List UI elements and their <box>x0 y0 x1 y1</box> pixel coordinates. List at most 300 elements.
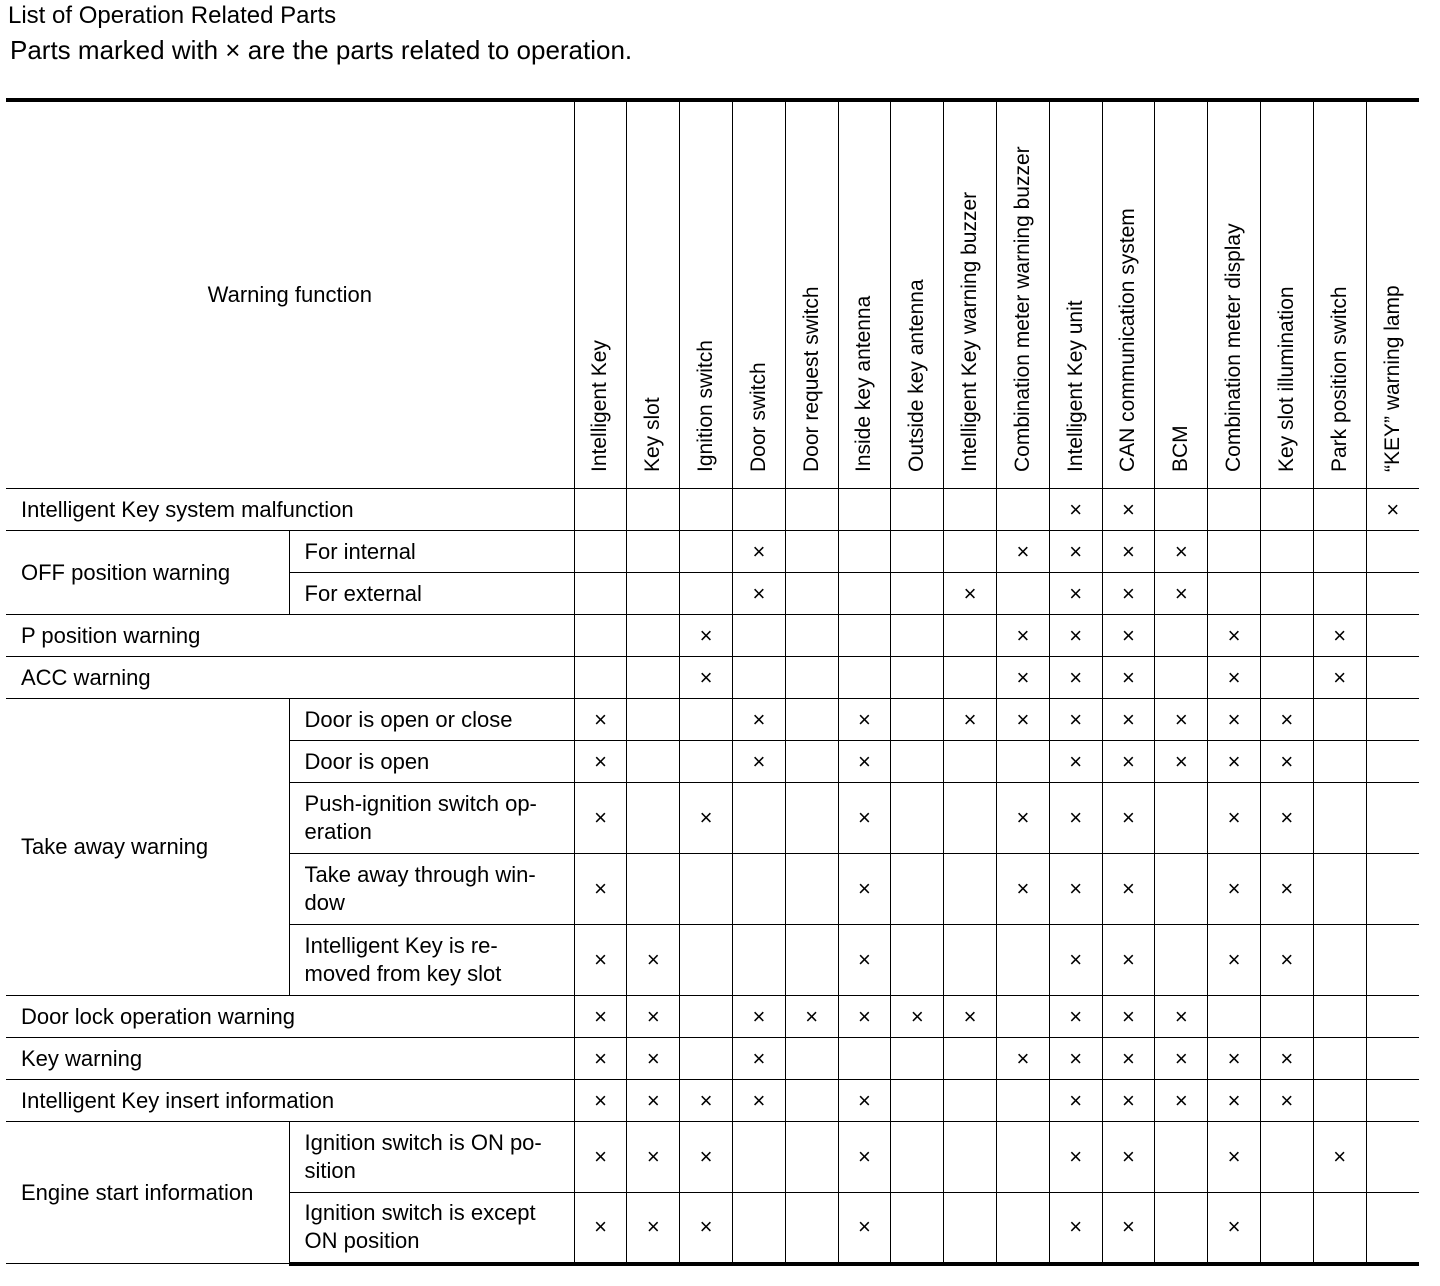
empty-cell <box>891 1080 944 1122</box>
related-part-mark: × <box>680 1080 733 1122</box>
empty-cell <box>1155 854 1208 925</box>
part-name: Key slot illumination <box>1274 286 1298 472</box>
empty-cell <box>1155 1122 1208 1193</box>
related-part-mark: × <box>627 1038 680 1080</box>
empty-cell <box>1313 854 1366 925</box>
condition-line: Intelligent Key is re- <box>304 933 498 958</box>
empty-cell <box>732 489 785 531</box>
empty-cell <box>944 1193 997 1264</box>
related-part-mark: × <box>1049 615 1102 657</box>
part-column-header <box>1208 100 1261 489</box>
related-part-mark: × <box>1049 1080 1102 1122</box>
empty-cell <box>1366 996 1419 1038</box>
related-part-mark: × <box>838 1122 891 1193</box>
empty-cell <box>891 1038 944 1080</box>
empty-cell <box>944 489 997 531</box>
empty-cell <box>627 783 680 854</box>
empty-cell <box>944 1080 997 1122</box>
condition-line: Ignition switch is ON po- <box>304 1130 542 1155</box>
empty-cell <box>1313 531 1366 573</box>
related-part-mark: × <box>574 1193 627 1264</box>
empty-cell <box>1313 489 1366 531</box>
related-part-mark: × <box>1208 925 1261 996</box>
related-part-mark: × <box>838 1193 891 1264</box>
empty-cell <box>1366 783 1419 854</box>
empty-cell <box>680 531 733 573</box>
related-part-mark: × <box>574 741 627 783</box>
warning-condition-cell: For internal <box>289 531 574 573</box>
warning-condition-cell: Door is open <box>289 741 574 783</box>
empty-cell <box>627 741 680 783</box>
empty-cell <box>1155 615 1208 657</box>
related-part-mark: × <box>1260 699 1313 741</box>
empty-cell <box>891 657 944 699</box>
part-column-header <box>785 100 838 489</box>
empty-cell <box>785 783 838 854</box>
related-part-mark: × <box>1102 1122 1155 1193</box>
empty-cell <box>944 854 997 925</box>
related-part-mark: × <box>732 531 785 573</box>
warning-condition-cell <box>289 854 574 925</box>
empty-cell <box>1208 996 1261 1038</box>
related-part-mark: × <box>1102 925 1155 996</box>
empty-cell <box>627 854 680 925</box>
empty-cell <box>1260 657 1313 699</box>
empty-cell <box>1260 573 1313 615</box>
table-row <box>6 1038 1419 1080</box>
table-row <box>6 1122 1419 1193</box>
empty-cell <box>574 489 627 531</box>
empty-cell <box>1366 531 1419 573</box>
related-part-mark: × <box>627 925 680 996</box>
empty-cell <box>680 925 733 996</box>
related-part-mark: × <box>838 1080 891 1122</box>
part-column-header <box>680 100 733 489</box>
part-column-header <box>996 100 1049 489</box>
empty-cell <box>838 489 891 531</box>
table-row <box>6 699 1419 741</box>
related-part-mark: × <box>996 657 1049 699</box>
related-part-mark: × <box>944 699 997 741</box>
related-part-mark: × <box>1102 573 1155 615</box>
empty-cell <box>996 573 1049 615</box>
part-column-header <box>944 100 997 489</box>
related-part-mark: × <box>1102 615 1155 657</box>
empty-cell <box>680 741 733 783</box>
part-column-header <box>574 100 627 489</box>
empty-cell <box>1155 925 1208 996</box>
empty-cell <box>838 531 891 573</box>
related-part-mark: × <box>627 1080 680 1122</box>
condition-line: dow <box>304 890 345 915</box>
part-name: Park position switch <box>1327 286 1351 472</box>
empty-cell <box>1366 657 1419 699</box>
empty-cell <box>785 615 838 657</box>
empty-cell <box>680 996 733 1038</box>
part-column-header <box>732 100 785 489</box>
related-part-mark: × <box>732 1080 785 1122</box>
related-part-mark: × <box>944 996 997 1038</box>
empty-cell <box>1260 996 1313 1038</box>
related-part-mark: × <box>996 1038 1049 1080</box>
related-part-mark: × <box>680 1193 733 1264</box>
warning-condition-cell <box>289 925 574 996</box>
related-part-mark: × <box>1260 741 1313 783</box>
related-part-mark: × <box>1313 615 1366 657</box>
part-column-header <box>838 100 891 489</box>
empty-cell <box>996 1122 1049 1193</box>
empty-cell <box>785 657 838 699</box>
warning-function-header: Warning function <box>6 100 574 489</box>
related-part-mark: × <box>1102 996 1155 1038</box>
empty-cell <box>944 783 997 854</box>
related-part-mark: × <box>1155 699 1208 741</box>
related-part-mark: × <box>838 854 891 925</box>
related-part-mark: × <box>1102 741 1155 783</box>
part-column-header <box>1366 100 1419 489</box>
empty-cell <box>1366 699 1419 741</box>
warning-function-cell: Engine start information <box>6 1122 289 1264</box>
empty-cell <box>838 615 891 657</box>
page-subtitle: Parts marked with × are the parts related to operation. <box>10 35 633 65</box>
related-part-mark: × <box>732 1038 785 1080</box>
part-column-header <box>1155 100 1208 489</box>
empty-cell <box>680 573 733 615</box>
part-name: Combination meter warning buzzer <box>1010 146 1034 472</box>
empty-cell <box>838 573 891 615</box>
related-part-mark: × <box>1155 1038 1208 1080</box>
part-name: Combination meter display <box>1222 223 1246 472</box>
empty-cell <box>944 1122 997 1193</box>
related-part-mark: × <box>1208 1193 1261 1264</box>
empty-cell <box>785 1122 838 1193</box>
empty-cell <box>732 925 785 996</box>
part-name: BCM <box>1169 425 1193 472</box>
empty-cell <box>1208 489 1261 531</box>
empty-cell <box>627 573 680 615</box>
empty-cell <box>785 573 838 615</box>
empty-cell <box>732 1122 785 1193</box>
empty-cell <box>891 1122 944 1193</box>
empty-cell <box>1313 1193 1366 1264</box>
warning-function-cell: P position warning <box>6 615 574 657</box>
empty-cell <box>944 657 997 699</box>
related-part-mark: × <box>1102 783 1155 854</box>
related-part-mark: × <box>1102 1038 1155 1080</box>
part-name: Inside key antenna <box>852 295 876 472</box>
empty-cell <box>944 531 997 573</box>
part-column-header <box>891 100 944 489</box>
part-name: CAN communication system <box>1116 208 1140 472</box>
empty-cell <box>732 783 785 854</box>
empty-cell <box>1313 699 1366 741</box>
related-part-mark: × <box>1260 1080 1313 1122</box>
empty-cell <box>785 489 838 531</box>
warning-condition-cell: Door is open or close <box>289 699 574 741</box>
empty-cell <box>574 657 627 699</box>
related-part-mark: × <box>1208 657 1261 699</box>
empty-cell <box>732 615 785 657</box>
empty-cell <box>627 615 680 657</box>
related-part-mark: × <box>1260 1038 1313 1080</box>
related-part-mark: × <box>838 783 891 854</box>
empty-cell <box>785 531 838 573</box>
empty-cell <box>891 741 944 783</box>
empty-cell <box>1366 925 1419 996</box>
empty-cell <box>1260 615 1313 657</box>
related-part-mark: × <box>574 925 627 996</box>
part-column-header <box>1049 100 1102 489</box>
empty-cell <box>627 489 680 531</box>
empty-cell <box>785 854 838 925</box>
empty-cell <box>1260 1122 1313 1193</box>
related-part-mark: × <box>627 1193 680 1264</box>
related-part-mark: × <box>574 1080 627 1122</box>
related-part-mark: × <box>1313 1122 1366 1193</box>
related-part-mark: × <box>732 699 785 741</box>
part-name: Key slot <box>641 397 665 472</box>
empty-cell <box>891 489 944 531</box>
warning-function-cell: ACC warning <box>6 657 574 699</box>
related-part-mark: × <box>1208 1038 1261 1080</box>
condition-line: Ignition switch is except <box>304 1200 536 1226</box>
empty-cell <box>1260 1193 1313 1264</box>
empty-cell <box>891 573 944 615</box>
page-title: List of Operation Related Parts <box>8 2 337 29</box>
related-part-mark: × <box>627 1122 680 1193</box>
warning-function-cell: Take away warning <box>6 699 289 996</box>
empty-cell <box>1313 783 1366 854</box>
condition-line: moved from key slot <box>304 961 502 986</box>
related-part-mark: × <box>680 657 733 699</box>
table-row <box>6 996 1419 1038</box>
related-part-mark: × <box>785 996 838 1038</box>
empty-cell <box>891 699 944 741</box>
empty-cell <box>627 531 680 573</box>
part-column-header <box>1102 100 1155 489</box>
empty-cell <box>1366 1080 1419 1122</box>
part-name: Intelligent Key unit <box>1063 300 1087 472</box>
related-part-mark: × <box>732 573 785 615</box>
part-name: Outside key antenna <box>905 279 929 472</box>
empty-cell <box>574 615 627 657</box>
related-part-mark: × <box>1102 657 1155 699</box>
empty-cell <box>996 996 1049 1038</box>
empty-cell <box>944 1038 997 1080</box>
empty-cell <box>891 783 944 854</box>
related-part-mark: × <box>627 996 680 1038</box>
part-name: “KEY” warning lamp <box>1380 285 1404 472</box>
related-part-mark: × <box>1208 699 1261 741</box>
warning-function-cell: OFF position warning <box>6 531 289 615</box>
part-column-header <box>627 100 680 489</box>
related-part-mark: × <box>680 615 733 657</box>
related-part-mark: × <box>1155 573 1208 615</box>
related-part-mark: × <box>1049 699 1102 741</box>
empty-cell <box>680 854 733 925</box>
empty-cell <box>627 657 680 699</box>
empty-cell <box>1366 1122 1419 1193</box>
empty-cell <box>785 1193 838 1264</box>
empty-cell <box>1208 531 1261 573</box>
empty-cell <box>785 1038 838 1080</box>
empty-cell <box>1366 615 1419 657</box>
related-part-mark: × <box>1049 573 1102 615</box>
related-part-mark: × <box>1049 1193 1102 1264</box>
empty-cell <box>1366 1038 1419 1080</box>
empty-cell <box>891 1193 944 1264</box>
condition-line: Take away through win- <box>304 862 536 887</box>
related-part-mark: × <box>1102 854 1155 925</box>
related-part-mark: × <box>891 996 944 1038</box>
related-part-mark: × <box>1102 699 1155 741</box>
empty-cell <box>680 699 733 741</box>
part-name: Intelligent Key warning buzzer <box>958 191 982 472</box>
related-part-mark: × <box>574 996 627 1038</box>
empty-cell <box>838 1038 891 1080</box>
empty-cell <box>1155 783 1208 854</box>
related-part-mark: × <box>1208 1080 1261 1122</box>
empty-cell <box>996 1193 1049 1264</box>
empty-cell <box>785 699 838 741</box>
related-part-mark: × <box>574 783 627 854</box>
warning-condition-cell <box>289 1122 574 1193</box>
related-part-mark: × <box>732 741 785 783</box>
related-part-mark: × <box>1049 741 1102 783</box>
warning-condition-cell: For external <box>289 573 574 615</box>
warning-function-cell: Intelligent Key system malfunction <box>6 489 574 531</box>
related-part-mark: × <box>1049 854 1102 925</box>
empty-cell <box>1366 741 1419 783</box>
related-part-mark: × <box>838 996 891 1038</box>
related-part-mark: × <box>1260 783 1313 854</box>
warning-function-cell: Door lock operation warning <box>6 996 574 1038</box>
empty-cell <box>1260 531 1313 573</box>
empty-cell <box>680 489 733 531</box>
empty-cell <box>944 741 997 783</box>
empty-cell <box>891 854 944 925</box>
part-column-header <box>1313 100 1366 489</box>
condition-line: eration <box>304 819 372 844</box>
empty-cell <box>891 925 944 996</box>
warning-condition-cell <box>289 783 574 854</box>
table-row <box>6 1080 1419 1122</box>
related-part-mark: × <box>574 854 627 925</box>
empty-cell <box>1313 996 1366 1038</box>
empty-cell <box>891 615 944 657</box>
warning-function-cell: Key warning <box>6 1038 574 1080</box>
related-part-mark: × <box>1260 925 1313 996</box>
empty-cell <box>1366 854 1419 925</box>
related-part-mark: × <box>1049 1122 1102 1193</box>
related-part-mark: × <box>1155 1080 1208 1122</box>
empty-cell <box>785 1080 838 1122</box>
part-column-header <box>1260 100 1313 489</box>
table-header-row <box>6 100 1419 489</box>
related-part-mark: × <box>574 1122 627 1193</box>
empty-cell <box>891 531 944 573</box>
related-part-mark: × <box>996 854 1049 925</box>
empty-cell <box>732 657 785 699</box>
table-row <box>6 615 1419 657</box>
related-part-mark: × <box>574 699 627 741</box>
related-part-mark: × <box>1208 854 1261 925</box>
table-row <box>6 657 1419 699</box>
related-part-mark: × <box>1366 489 1419 531</box>
warning-function-cell: Intelligent Key insert information <box>6 1080 574 1122</box>
related-part-mark: × <box>1049 996 1102 1038</box>
related-part-mark: × <box>1049 489 1102 531</box>
empty-cell <box>1155 1193 1208 1264</box>
related-part-mark: × <box>1208 783 1261 854</box>
related-part-mark: × <box>1155 531 1208 573</box>
empty-cell <box>996 741 1049 783</box>
empty-cell <box>996 925 1049 996</box>
empty-cell <box>996 1080 1049 1122</box>
condition-line: ON position <box>304 1228 420 1254</box>
empty-cell <box>574 573 627 615</box>
empty-cell <box>680 1038 733 1080</box>
related-part-mark: × <box>1102 489 1155 531</box>
related-part-mark: × <box>996 699 1049 741</box>
related-part-mark: × <box>1049 1038 1102 1080</box>
empty-cell <box>944 925 997 996</box>
related-part-mark: × <box>574 1038 627 1080</box>
empty-cell <box>785 741 838 783</box>
related-part-mark: × <box>1102 1193 1155 1264</box>
related-part-mark: × <box>1313 657 1366 699</box>
warning-condition-cell <box>289 1193 574 1264</box>
empty-cell <box>1366 1193 1419 1264</box>
empty-cell <box>1155 657 1208 699</box>
empty-cell <box>574 531 627 573</box>
operation-parts-table <box>6 98 1419 1266</box>
empty-cell <box>944 615 997 657</box>
related-part-mark: × <box>732 996 785 1038</box>
related-part-mark: × <box>838 925 891 996</box>
empty-cell <box>1313 1038 1366 1080</box>
related-part-mark: × <box>1049 657 1102 699</box>
related-part-mark: × <box>680 783 733 854</box>
related-part-mark: × <box>1049 531 1102 573</box>
condition-line: Push-ignition switch op- <box>304 791 537 816</box>
empty-cell <box>996 489 1049 531</box>
part-name: Ignition switch <box>694 340 718 472</box>
related-part-mark: × <box>996 615 1049 657</box>
related-part-mark: × <box>1208 615 1261 657</box>
empty-cell <box>627 699 680 741</box>
part-name: Intelligent Key <box>588 340 612 472</box>
empty-cell <box>732 854 785 925</box>
related-part-mark: × <box>1208 1122 1261 1193</box>
related-part-mark: × <box>996 783 1049 854</box>
part-name: Door switch <box>746 362 770 472</box>
empty-cell <box>732 1193 785 1264</box>
empty-cell <box>1313 1080 1366 1122</box>
empty-cell <box>1313 741 1366 783</box>
empty-cell <box>1366 573 1419 615</box>
related-part-mark: × <box>1102 531 1155 573</box>
empty-cell <box>838 657 891 699</box>
related-part-mark: × <box>996 531 1049 573</box>
related-part-mark: × <box>1049 925 1102 996</box>
empty-cell <box>1155 489 1208 531</box>
empty-cell <box>785 925 838 996</box>
related-part-mark: × <box>944 573 997 615</box>
table-row <box>6 531 1419 573</box>
related-part-mark: × <box>1155 996 1208 1038</box>
related-part-mark: × <box>1049 783 1102 854</box>
